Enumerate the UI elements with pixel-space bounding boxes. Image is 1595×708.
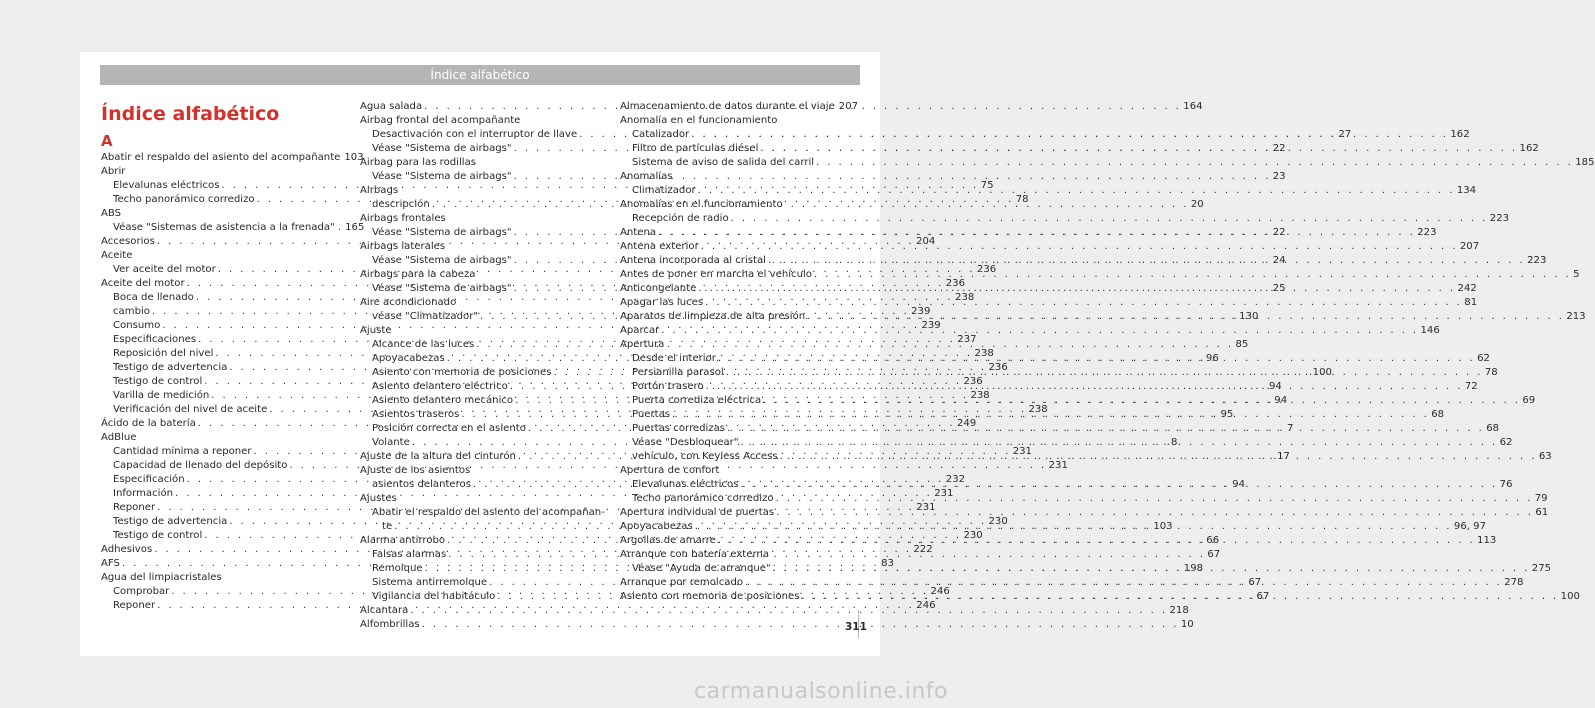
index-entry-page: 185 (1575, 157, 1595, 168)
dot-leader (816, 156, 1573, 170)
index-entry-page: 61 (1535, 507, 1549, 518)
index-entry-term: Arranque por remolcado (620, 577, 744, 588)
index-entry-term: Falsas alarmas (372, 549, 447, 560)
index-entry-page: 66 (1206, 535, 1220, 546)
index-entry-page: 236 (945, 278, 966, 289)
index-entry-term: Aceite del motor (101, 278, 185, 289)
dot-leader (718, 352, 1475, 366)
index-entry-page: 85 (1235, 339, 1249, 350)
index-entry-term: AdBlue (101, 432, 137, 443)
index-entry-page: 165 (345, 222, 365, 233)
index-entry-page: 213 (1566, 311, 1586, 322)
index-entry-term: véase "Climatizador" (372, 311, 478, 322)
index-entry-term: Especificaciones (113, 334, 197, 345)
dot-leader (745, 576, 1502, 590)
index-entry-term: Reponer (113, 600, 156, 611)
dot-leader (760, 142, 1517, 156)
index-entry-term: Argollas de amarre (620, 535, 716, 546)
index-entry-page: 5 (1573, 269, 1580, 280)
index-entry-term: Abatir el respaldo del asiento del acompañan- (372, 507, 605, 518)
index-entry-term: Sistema de aviso de salida del carril (632, 157, 815, 168)
index-entry-term: Apagar las luces (620, 297, 704, 308)
index-entry-term: Apoyacabezas (372, 353, 445, 364)
index-entry-page: 94 (1232, 479, 1246, 490)
index-entry-term: Aparatos de limpieza de alta presión (620, 311, 806, 322)
index-entry-page: 246 (916, 600, 936, 611)
index-entry-term: Véase "Sistema de airbags" (372, 143, 512, 154)
index-entry-page: 238 (970, 390, 990, 401)
index-entry (360, 268, 600, 282)
index-entry-term: Verificación del nivel de aceite (113, 404, 268, 415)
dot-leader (727, 422, 1484, 436)
index-entry-term: Abrir (101, 166, 126, 177)
index-entry-page: 231 (934, 488, 954, 499)
page-number: 311 (845, 621, 867, 633)
index-entry-term: Apertura (620, 339, 665, 350)
index-entry-term: Persianilla parasol (632, 367, 724, 378)
index-entry (360, 492, 600, 506)
index-entry (360, 240, 600, 254)
dot-leader (740, 436, 1497, 450)
index-entry-term: Anomalía en el funcionamiento (620, 115, 778, 126)
index-entry-page: 83 (881, 558, 894, 569)
index-entry-page: 94 (1268, 381, 1282, 392)
index-entry-page: 232 (945, 474, 966, 485)
index-entry-term: Puertas (632, 409, 671, 420)
dot-leader (698, 282, 1455, 296)
index-entry-page: 113 (1477, 535, 1497, 546)
index-entry-term: Ajuste (360, 325, 392, 336)
index-entry-term: Véase "Ayuda de arranque" (632, 563, 771, 574)
index-entry-term: Véase "Sistema de airbags" (372, 227, 512, 238)
index-entry-term: Reponer (113, 502, 156, 513)
index-entry-term: Información (113, 488, 174, 499)
index-entry-page: 67 (1207, 549, 1221, 560)
index-entry-page: 164 (1183, 101, 1203, 112)
dot-leader (802, 590, 1559, 604)
index-entry-page: 10 (1180, 619, 1194, 630)
index-entry-term: Alarma antirrobo (360, 535, 446, 546)
index-entry-page: 198 (1183, 563, 1204, 574)
index-entry-term: Antes de poner en marcha el vehículo (620, 269, 812, 280)
index-entry-term: Techo panorámico corredizo (113, 194, 255, 205)
index-entry-term: Agua del limpiacristales (101, 572, 222, 583)
index-entry-page: 96, 97 (1453, 521, 1487, 532)
index-entry-term: Cantidad mínima a reponer (113, 446, 252, 457)
index-entry-page: 96 (1205, 353, 1219, 364)
dot-leader (763, 394, 1520, 408)
index-entry-page: 94 (1274, 395, 1288, 406)
index-entry-page: 230 (963, 530, 983, 541)
index-entry (101, 249, 337, 263)
index-entry-page: 69 (1522, 395, 1536, 406)
index-entry (101, 165, 337, 179)
index-entry-page: 162 (1450, 129, 1470, 140)
index-entry-page: 237 (957, 334, 977, 345)
index-entry-page: 72 (1464, 381, 1478, 392)
index-entry-term: Ver aceite del motor (113, 264, 216, 275)
index-entry-term: Posición correcta en el asiento (372, 423, 526, 434)
index-entry-term: Apoyacabezas (620, 521, 693, 532)
index-entry-term: Ajustes (360, 493, 397, 504)
index-entry-page: 78 (1015, 194, 1029, 205)
dot-leader (701, 240, 1458, 254)
index-entry-term: Asientos traseros (372, 409, 460, 420)
index-entry-term: Antena exterior (620, 241, 699, 252)
dot-leader (410, 604, 1167, 618)
index-entry-page: 95 (1220, 409, 1234, 420)
dot-leader (706, 380, 1463, 394)
index-entry-term: Airbags laterales (360, 241, 446, 252)
running-header: Índice alfabético (100, 65, 860, 85)
dot-leader (661, 324, 1418, 338)
index-entry-page: 222 (913, 544, 933, 555)
index-entry-page: 76 (1499, 479, 1513, 490)
index-entry-page: 103 (344, 152, 364, 163)
index-entry-term: Adhesivos (101, 544, 153, 555)
dot-leader (705, 296, 1462, 310)
index-entry-page: 25 (1272, 283, 1286, 294)
index-entry-term: Boca de llenado (113, 292, 194, 303)
index-entry-page: 236 (988, 362, 1008, 373)
index-entry-term: Airbags frontales (360, 213, 446, 224)
index-entry-term: Arranque con batería externa (620, 549, 770, 560)
index-entry-page: 236 (963, 376, 983, 387)
index-entry-page: 103 (1153, 521, 1173, 532)
index-entry-page: 238 (1028, 404, 1048, 415)
index-entry-term: Aparcar (620, 325, 660, 336)
index-entry-term: Varilla de medición (113, 390, 210, 401)
index-entry-term: AFS (101, 558, 120, 569)
watermark: carmanualsonline.info (694, 679, 948, 704)
index-entry-page: 20 (1190, 199, 1204, 210)
index-entry-page: 17 (1277, 451, 1290, 462)
index-entry-term: Asiento con memoria de posiciones (372, 367, 552, 378)
index-entry-term: Apertura de confort (620, 465, 720, 476)
index-entry-page: 231 (1048, 460, 1068, 471)
dot-leader (691, 128, 1448, 142)
index-entry-page: 231 (916, 502, 936, 513)
index-entry-term: te (382, 521, 393, 532)
index-entry-page: 62 (1499, 437, 1513, 448)
index-entry-term: Aceite (101, 250, 133, 261)
index-entry (620, 170, 858, 184)
index-entry-term: descripción (372, 199, 430, 210)
index-entry-page: 223 (1489, 213, 1510, 224)
index-entry-page: 207 (1459, 241, 1480, 252)
index-entry-page: 218 (1169, 605, 1189, 616)
index-entry (620, 100, 858, 114)
index-entry-page: 7 (1287, 423, 1294, 434)
index-entry-term: Véase "Sistema de airbags" (372, 255, 512, 266)
index-entry (360, 114, 600, 128)
dot-leader (740, 478, 1497, 492)
index-entry-term: Airbags (360, 185, 399, 196)
index-entry (620, 464, 858, 478)
index-entry-page: 249 (956, 418, 977, 429)
index-entry-term: Véase "Sistemas de asistencia a la frenada" . (113, 222, 342, 233)
dot-leader (718, 534, 1475, 548)
index-entry (620, 548, 858, 562)
index-entry-page: 79 (1534, 493, 1548, 504)
index-entry-term: Véase "Sistema de airbags" (372, 171, 512, 182)
index-entry (360, 212, 600, 226)
index-entry-term: Consumo (113, 320, 161, 331)
index-entry-page: 100 (1560, 591, 1580, 602)
index-entry-term: Anomalías (620, 171, 673, 182)
index-entry-page: 162 (1519, 143, 1539, 154)
index-entry-term: Antena (620, 227, 657, 238)
index-entry-page: 278 (1504, 577, 1524, 588)
index-entry-page: 63 (1538, 451, 1552, 462)
dot-leader (695, 520, 1452, 534)
index-entry-term: Reposición del nivel (113, 348, 214, 359)
index-entry-page: 67 (1256, 591, 1270, 602)
index-entry-page: 207 (838, 101, 859, 112)
index-entry-term: Asiento delantero eléctrico (372, 381, 508, 392)
index-entry-page: 239 (911, 306, 931, 317)
index-entry-term: Testigo de control (113, 376, 203, 387)
index-entry-term: Alcantara (360, 605, 409, 616)
index-entry-term: Testigo de advertencia (113, 516, 228, 527)
dot-leader (814, 268, 1571, 282)
index-entry-page: 23 (1272, 171, 1286, 182)
dot-leader (731, 212, 1488, 226)
index-entry-page: 223 (1527, 255, 1547, 266)
index-entry (360, 324, 600, 338)
index-entry-page: 230 (988, 516, 1008, 527)
dot-leader (658, 226, 1415, 240)
index-entry-term: Alcance de las luces (372, 339, 475, 350)
index-entry-term: Airbag frontal del acompañante (360, 115, 521, 126)
index-entry (101, 207, 337, 221)
dot-leader (776, 506, 1533, 520)
index-entry (360, 184, 600, 198)
index-entry-term: Desde el interior (632, 353, 716, 364)
index-entry-page: 239 (921, 320, 941, 331)
index-entry-page: 68 (1431, 409, 1445, 420)
index-entry-page: 238 (955, 292, 975, 303)
index-entry-term: Climatizador (632, 185, 696, 196)
index-entry-term: Asiento con memoria de posiciones (620, 591, 800, 602)
index-entry-page: 27 (1338, 129, 1352, 140)
index-entry-term: Catalizador (632, 129, 690, 140)
index-entry (620, 226, 1437, 240)
index-entry-term: Comprobar (113, 586, 170, 597)
index-entry-term: Remolque (372, 563, 423, 574)
index-entry-term: Apertura individual de puertas (620, 507, 775, 518)
index-entry-term: Accesorios (101, 236, 155, 247)
index-entry-page: 204 (916, 236, 936, 247)
dot-leader (672, 408, 1429, 422)
index-entry-page: 134 (1456, 185, 1477, 196)
index-entry-term: Techo panorámico corredizo (632, 493, 774, 504)
index-entry-term: Véase "Sistema de airbags" (372, 283, 512, 294)
index-entry-page: 246 (930, 586, 950, 597)
index-entry-term: Anticongelante (620, 283, 697, 294)
index-entry-term: Airbags para la cabeza (360, 269, 476, 280)
index-entry-term: Almacenamiento de datos durante el viaje (620, 101, 835, 112)
index-entry-term: Agua salada (360, 101, 423, 112)
dot-leader (768, 254, 1525, 268)
index-entry-term: Aire acondicionado (360, 297, 457, 308)
index-entry-term: Ajuste de los asientos (360, 465, 471, 476)
index-entry-term: Anomalías en el funcionamiento (620, 199, 783, 210)
index-entry (101, 431, 337, 445)
index-entry-term: Testigo de advertencia (113, 362, 228, 373)
index-entry-term: Recepción de radio (632, 213, 729, 224)
index-entry (360, 156, 600, 170)
index-entry-term: Elevalunas eléctricos (113, 180, 220, 191)
index-entry (360, 506, 605, 520)
index-entry-page: 62 (1477, 353, 1490, 364)
index-entry-page: 100 (1312, 367, 1332, 378)
index-entry-term: Desactivación con el interruptor de llave (372, 129, 578, 140)
index-entry-term: ABS (101, 208, 122, 219)
index-entry (360, 296, 600, 310)
index-entry-term: Testigo de control (113, 530, 203, 541)
index-entry (101, 151, 364, 165)
index-entry-page: 275 (1531, 563, 1552, 574)
dot-leader (422, 618, 1179, 632)
index-entry (360, 464, 600, 478)
dot-leader (807, 310, 1564, 324)
index-entry-page: 223 (1417, 227, 1437, 238)
index-entry-page: 78 (1484, 367, 1498, 378)
index-entry-term: Puerta corrediza eléctrica (632, 395, 762, 406)
index-entry-term: Véase "Desbloquear" (632, 437, 739, 448)
index-entry-term: Asiento delantero mecánico (372, 395, 514, 406)
index-entry-term: Antena incorporada al cristal (620, 255, 766, 266)
dot-leader (780, 450, 1537, 464)
index-entry-page: 242 (1457, 283, 1477, 294)
index-entry-page: 8 (1171, 437, 1178, 448)
index-entry-term: Vigilancia del habitáculo (372, 591, 496, 602)
index-entry-page: 146 (1420, 325, 1440, 336)
index-entry-page: 231 (1012, 446, 1032, 457)
index-entry-page: 81 (1464, 297, 1478, 308)
index-entry-page: 236 (976, 264, 997, 275)
index-entry-page: 238 (974, 348, 994, 359)
index-entry-term: Ajuste de la altura del cinturón (360, 451, 516, 462)
index-entry-page: 75 (980, 180, 994, 191)
index-entry (620, 114, 858, 128)
index-entry-term: Airbag para las rodillas (360, 157, 477, 168)
page-title: Índice alfabético (101, 103, 280, 125)
dot-leader (726, 366, 1483, 380)
index-entry-term: Ácido de la batería (101, 418, 196, 429)
dot-leader (773, 562, 1530, 576)
index-entry-term: cambio (113, 306, 150, 317)
index-entry-term: Filtro de partículas diésel (632, 143, 759, 154)
index-entry-term: Elevalunas eléctricos (632, 479, 739, 490)
index-entry (620, 156, 1595, 170)
index-entry (620, 436, 1513, 450)
index-entry-page: 68 (1486, 423, 1500, 434)
index-entry-page: 24 (1272, 255, 1286, 266)
index-entry-term: Sistema antirremolque (372, 577, 488, 588)
index-entry-term: Portón trasero (632, 381, 704, 392)
dot-leader (698, 184, 1455, 198)
index-entry (101, 221, 365, 235)
index-entry-page: 22 (1272, 143, 1286, 154)
index-entry-page: 22 (1272, 227, 1286, 238)
index-entry-term: Abatir el respaldo del asiento del acompañante (101, 152, 341, 163)
index-entry-term: Especificación (113, 474, 185, 485)
index-entry (620, 198, 858, 212)
index-entry-term: Capacidad de llenado del depósito (113, 460, 288, 471)
index-entry-page: 130 (1239, 311, 1259, 322)
index-entry-term: Puertas corredizas (632, 423, 726, 434)
index-entry-term: vehículo, con Keyless Access (632, 451, 778, 462)
index-entry-term: Alfombrillas (360, 619, 420, 630)
dot-leader (776, 492, 1533, 506)
section-letter: A (101, 132, 113, 150)
index-entry-term: Volante (372, 437, 410, 448)
index-entry (620, 212, 1510, 226)
index-entry (101, 571, 337, 585)
index-entry-page: 67 (1248, 577, 1262, 588)
index-entry-term: asientos delanteros (372, 479, 471, 490)
index-entry (620, 338, 858, 352)
